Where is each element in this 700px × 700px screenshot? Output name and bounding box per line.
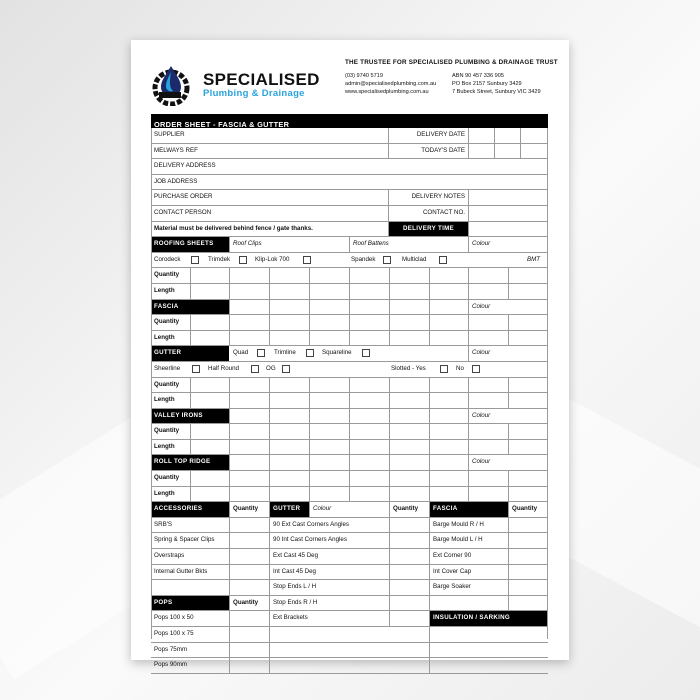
accessory-item[interactable] [151, 580, 229, 595]
length-cell[interactable] [190, 440, 229, 455]
qty-cell[interactable] [429, 471, 468, 486]
spandek-checkbox[interactable] [383, 256, 391, 264]
valley-length-label: Length [154, 442, 175, 450]
qty-cell[interactable] [429, 424, 468, 439]
length-cell[interactable] [229, 393, 269, 408]
accessories-gutter-colour: Colour [309, 502, 389, 517]
pops-row [151, 658, 548, 674]
order-form [151, 114, 548, 674]
pops-row [151, 627, 548, 643]
melways-field[interactable] [151, 144, 388, 159]
qty-cell[interactable] [389, 611, 429, 626]
qty-cell[interactable] [429, 378, 468, 393]
roofing-header-row [151, 237, 548, 253]
pops-row [151, 643, 548, 659]
delivery-date-year[interactable] [520, 128, 548, 143]
gutter-accessory-item: Ext Cast 45 Deg [269, 549, 389, 564]
qty-cell[interactable] [309, 378, 349, 393]
qty-cell[interactable] [269, 471, 309, 486]
length-cell[interactable] [468, 284, 508, 299]
qty-cell[interactable] [229, 533, 269, 548]
qty-cell[interactable] [349, 378, 389, 393]
pops-header-row [151, 596, 548, 612]
gutter-quantity-row [151, 378, 548, 394]
todays-date-day[interactable] [468, 144, 494, 159]
bmt-label: BMT [527, 255, 541, 263]
fascia-cell[interactable] [269, 300, 309, 315]
fascia-blank-cell[interactable] [429, 596, 508, 611]
qty-cell[interactable] [349, 268, 389, 283]
valley-cell[interactable] [269, 409, 309, 424]
todays-date-month[interactable] [494, 144, 520, 159]
length-cell[interactable] [269, 393, 309, 408]
qty-cell[interactable] [429, 268, 468, 283]
valley-quantity-label: Quantity [154, 427, 180, 435]
qty-cell[interactable] [309, 471, 349, 486]
gutter-accessory-item: Ext Brackets [269, 611, 389, 626]
qty-cell[interactable] [508, 315, 548, 330]
blank-cell[interactable] [269, 643, 429, 658]
delivery-time-field[interactable] [468, 222, 548, 237]
qty-cell[interactable] [190, 378, 229, 393]
og-label: OG [266, 364, 276, 372]
purchase-order-row [151, 190, 548, 206]
water-drop-logo-icon [149, 62, 199, 106]
ridge-header-row [151, 455, 548, 471]
qty-cell[interactable] [229, 565, 269, 580]
length-cell[interactable] [429, 393, 468, 408]
qty-cell[interactable] [508, 518, 548, 533]
contact-person-label: CONTACT PERSON [154, 208, 212, 216]
roofing-quantity-label: Quantity [154, 271, 180, 279]
pops-item: Pops 100 x 50 [154, 614, 194, 622]
length-cell[interactable] [269, 440, 309, 455]
fascia-accessory-item: Barge Mould L / H [429, 533, 508, 548]
accessory-row [151, 533, 548, 549]
valley-cell[interactable] [229, 409, 269, 424]
fascia-cell[interactable] [349, 300, 389, 315]
roofing-colour-label: Colour [468, 237, 548, 252]
length-cell[interactable] [468, 393, 508, 408]
gutter-accessory-item: Stop Ends R / H [269, 596, 389, 611]
qty-cell[interactable] [508, 549, 548, 564]
qty-cell[interactable] [468, 378, 508, 393]
roofing-length-label: Length [154, 286, 175, 294]
qty-cell[interactable] [389, 315, 429, 330]
qty-cell[interactable] [508, 378, 548, 393]
qty-cell[interactable] [468, 471, 508, 486]
gutter-length-label: Length [154, 396, 175, 404]
phone: (03) 9740 5719 [345, 73, 383, 79]
fascia-accessory-item: Barge Mould R / H [429, 518, 508, 533]
fascia-length-row [151, 331, 548, 347]
slotted-no-checkbox[interactable] [472, 365, 480, 373]
fascia-colour-label: Colour [468, 300, 548, 315]
brand-subtitle: Plumbing & Drainage [203, 88, 305, 99]
length-cell[interactable] [349, 393, 389, 408]
order-sheet [131, 40, 569, 669]
gutter-type-row [151, 362, 548, 378]
form-title-bar [151, 114, 548, 128]
roofing-length-row [151, 284, 548, 300]
slotted-no-label: No [456, 364, 464, 372]
gutter-acc-quantity-label: Quantity [389, 502, 429, 517]
valley-cell[interactable] [349, 409, 389, 424]
length-cell[interactable] [309, 487, 349, 502]
qty-cell[interactable] [508, 596, 548, 611]
gutter-header: GUTTER [151, 346, 229, 361]
qty-cell[interactable] [309, 424, 349, 439]
accessory-row [151, 580, 548, 596]
length-cell[interactable] [349, 284, 389, 299]
qty-cell[interactable] [190, 268, 229, 283]
valley-irons-header: VALLEY IRONS [151, 409, 229, 424]
length-cell[interactable] [429, 487, 468, 502]
purchase-order-label: PURCHASE ORDER [154, 193, 213, 201]
pops-quantity-label: Quantity [229, 596, 269, 611]
corodeck-label: Corodeck [154, 255, 181, 263]
qty-cell[interactable] [389, 565, 429, 580]
squareline-label: Squareline [322, 349, 352, 357]
length-cell[interactable] [190, 393, 229, 408]
accessory-row [151, 549, 548, 565]
length-cell[interactable] [309, 331, 349, 346]
qty-cell[interactable] [508, 471, 548, 486]
trimline-checkbox[interactable] [306, 349, 314, 357]
gutter-accessory-item: Int Cast 45 Deg [269, 565, 389, 580]
length-cell[interactable] [229, 331, 269, 346]
qty-cell[interactable] [468, 424, 508, 439]
blank-cell[interactable] [269, 658, 429, 673]
length-cell[interactable] [309, 284, 349, 299]
qty-cell[interactable] [349, 471, 389, 486]
job-address-label: JOB ADDRESS [154, 177, 198, 185]
qty-cell[interactable] [229, 518, 269, 533]
accessory-item: Overstraps [154, 552, 185, 560]
company-logo [149, 56, 329, 102]
length-cell[interactable] [269, 331, 309, 346]
material-note: Material must be delivered behind fence / gate thanks. [154, 224, 313, 232]
po-box: PO Box 2157 Sunbury 3429 [452, 81, 522, 87]
qty-cell[interactable] [389, 533, 429, 548]
fascia-cell[interactable] [429, 300, 468, 315]
half-round-checkbox[interactable] [251, 365, 259, 373]
contact-left [345, 72, 436, 96]
fascia-cell[interactable] [309, 300, 349, 315]
fascia-acc-quantity-label: Quantity [508, 502, 548, 517]
qty-cell[interactable] [229, 471, 269, 486]
gutter-quantity-label: Quantity [154, 380, 180, 388]
fascia-accessory-item: Barge Soaker [429, 580, 508, 595]
gutter-accessory-item: Stop Ends L / H [269, 580, 389, 595]
length-cell[interactable] [389, 284, 429, 299]
qty-cell[interactable] [389, 378, 429, 393]
qty-cell[interactable] [269, 268, 309, 283]
squareline-checkbox[interactable] [362, 349, 370, 357]
accessories-fascia-header: FASCIA [429, 502, 508, 517]
delivery-notes-field[interactable] [468, 190, 548, 205]
trimline-label: Trimline [274, 349, 296, 357]
length-cell[interactable] [429, 440, 468, 455]
ridge-cell[interactable] [309, 455, 349, 470]
length-cell[interactable] [190, 331, 229, 346]
quad-label: Quad [233, 349, 249, 357]
gutter-colour-label: Colour [468, 346, 548, 361]
supplier-row [151, 128, 548, 144]
qty-cell[interactable] [389, 549, 429, 564]
ridge-length-row [151, 487, 548, 503]
qty-cell[interactable] [468, 315, 508, 330]
roofing-quantity-row [151, 268, 548, 284]
valley-cell[interactable] [429, 409, 468, 424]
length-cell[interactable] [508, 284, 548, 299]
length-cell[interactable] [468, 487, 508, 502]
qty-cell[interactable] [349, 424, 389, 439]
length-cell[interactable] [269, 487, 309, 502]
ridge-cell[interactable] [389, 455, 429, 470]
supplier-label: SUPPLIER [154, 131, 185, 138]
accessory-item: Spring & Spacer Clips [154, 536, 215, 544]
trust-name: THE TRUSTEE FOR SPECIALISED PLUMBING & DRAINAGE TRUST [345, 59, 558, 66]
trimdek-label: Trimdek [208, 255, 231, 263]
ridge-length-label: Length [154, 489, 175, 497]
half-round-label: Half Round [208, 364, 239, 372]
qty-cell[interactable] [229, 268, 269, 283]
fascia-accessory-item: Ext Corner 90 [429, 549, 508, 564]
qty-cell[interactable] [229, 611, 269, 626]
valley-length-row [151, 440, 548, 456]
og-checkbox[interactable] [282, 365, 290, 373]
length-cell[interactable] [508, 393, 548, 408]
qty-cell[interactable] [229, 627, 269, 642]
todays-date-year[interactable] [520, 144, 548, 159]
melways-label: MELWAYS REF [154, 146, 198, 154]
roofing-sheets-header: ROOFING SHEETS [151, 237, 229, 252]
delivery-time-label: DELIVERY TIME [388, 222, 468, 237]
roof-battens-label: Roof Battens [349, 237, 468, 252]
pops-header: POPS [151, 596, 229, 611]
pops-item: Pops 100 x 75 [154, 630, 194, 637]
length-cell[interactable] [190, 487, 229, 502]
website: www.specialisedplumbing.com.au [345, 89, 429, 95]
accessory-item: SRB'S [154, 520, 173, 528]
accessories-gutter-header: GUTTER [269, 502, 309, 517]
qty-cell[interactable] [229, 424, 269, 439]
delivery-address-row[interactable] [151, 159, 548, 175]
length-cell[interactable] [309, 393, 349, 408]
length-cell[interactable] [429, 331, 468, 346]
length-cell[interactable] [389, 331, 429, 346]
qty-cell[interactable] [389, 580, 429, 595]
valley-header-row [151, 409, 548, 425]
pops-item: Pops 75mm [154, 645, 188, 653]
length-cell[interactable] [190, 284, 229, 299]
contact-person-row [151, 206, 548, 222]
valley-cell[interactable] [309, 409, 349, 424]
delivery-address-label: DELIVERY ADDRESS [154, 162, 216, 170]
trimdek-checkbox[interactable] [239, 256, 247, 264]
qty-cell[interactable] [309, 268, 349, 283]
insulation-cell[interactable] [429, 658, 548, 673]
pops-row [151, 611, 548, 627]
insulation-header: INSULATION / SARKING [429, 611, 548, 626]
qty-cell[interactable] [229, 378, 269, 393]
abn: ABN 90 457 336 905 [452, 73, 504, 79]
qty-cell[interactable] [190, 471, 229, 486]
form-title: ORDER SHEET - FASCIA & GUTTER [154, 120, 290, 129]
job-address-row[interactable] [151, 175, 548, 191]
melways-row [151, 144, 548, 160]
street-address: 7 Bubeck Street, Sunbury VIC 3429 [452, 89, 541, 95]
accessory-row [151, 565, 548, 581]
qty-cell[interactable] [229, 549, 269, 564]
pops-item: Pops 90mm [154, 661, 188, 669]
blank-cell[interactable] [269, 627, 429, 642]
delivery-date-label: DELIVERY DATE [388, 128, 468, 143]
gutter-accessory-item: 90 Int Cast Corners Angles [269, 533, 389, 548]
qty-cell[interactable] [389, 268, 429, 283]
length-cell[interactable] [269, 284, 309, 299]
qty-cell[interactable] [389, 518, 429, 533]
qty-cell[interactable] [269, 378, 309, 393]
delivery-date-day[interactable] [468, 128, 494, 143]
accessory-row [151, 518, 548, 534]
valley-quantity-row [151, 424, 548, 440]
qty-cell[interactable] [389, 596, 429, 611]
qty-cell[interactable] [389, 424, 429, 439]
qty-cell[interactable] [190, 424, 229, 439]
fascia-accessory-item: Int Cover Cap [429, 565, 508, 580]
length-cell[interactable] [508, 440, 548, 455]
qty-cell[interactable] [229, 643, 269, 658]
multiclad-label: Multiclad [402, 255, 427, 263]
fascia-header: FASCIA [151, 300, 229, 315]
length-cell[interactable] [229, 487, 269, 502]
insulation-cell[interactable] [429, 643, 548, 658]
contact-no-label: CONTACT NO. [388, 206, 468, 221]
fascia-quantity-label: Quantity [154, 318, 180, 326]
length-cell[interactable] [389, 487, 429, 502]
supplier-field[interactable] [151, 128, 388, 143]
qty-cell[interactable] [429, 315, 468, 330]
qty-cell[interactable] [229, 315, 269, 330]
fascia-header-row [151, 300, 548, 316]
qty-cell[interactable] [508, 580, 548, 595]
slotted-yes-checkbox[interactable] [440, 365, 448, 373]
ridge-cell[interactable] [429, 455, 468, 470]
valley-colour-label: Colour [468, 409, 548, 424]
qty-cell[interactable] [468, 268, 508, 283]
fascia-cell[interactable] [389, 300, 429, 315]
contact-right [452, 72, 541, 96]
kliplok-label: Klip-Lok 700 [255, 255, 290, 263]
roll-top-ridge-header: ROLL TOP RIDGE [151, 455, 229, 470]
sheerline-label: Sheerline [154, 364, 181, 372]
contact-person-field[interactable] [151, 206, 388, 221]
qty-cell[interactable] [229, 658, 269, 673]
delivery-notes-label: DELIVERY NOTES [388, 190, 468, 205]
corodeck-checkbox[interactable] [191, 256, 199, 264]
gutter-header-row [151, 346, 548, 362]
length-cell[interactable] [389, 440, 429, 455]
length-cell[interactable] [508, 487, 548, 502]
todays-date-label: TODAY'S DATE [388, 144, 468, 159]
qty-cell[interactable] [508, 268, 548, 283]
length-cell[interactable] [468, 440, 508, 455]
accessories-header-row [151, 502, 548, 518]
accessory-item: Internal Gutter Bkts [154, 567, 208, 575]
length-cell[interactable] [508, 331, 548, 346]
qty-cell[interactable] [389, 471, 429, 486]
multiclad-checkbox[interactable] [439, 256, 447, 264]
valley-cell[interactable] [389, 409, 429, 424]
delivery-date-month[interactable] [494, 128, 520, 143]
ridge-cell[interactable] [229, 455, 269, 470]
insulation-cell[interactable] [429, 627, 548, 642]
qty-cell[interactable] [309, 315, 349, 330]
length-cell[interactable] [389, 393, 429, 408]
length-cell[interactable] [468, 331, 508, 346]
length-cell[interactable] [229, 284, 269, 299]
accessories-header: ACCESSORIES [151, 502, 229, 517]
qty-cell[interactable] [229, 580, 269, 595]
qty-cell[interactable] [349, 315, 389, 330]
accessories-quantity-label: Quantity [229, 502, 269, 517]
spandek-label: Spandek [351, 255, 376, 263]
email: admin@specialisedplumbing.com.au [345, 81, 437, 87]
gutter-accessory-item: 90 Ext Cast Corners Angles [269, 518, 389, 533]
sheerline-checkbox[interactable] [192, 365, 200, 373]
ridge-cell[interactable] [269, 455, 309, 470]
length-cell[interactable] [309, 440, 349, 455]
qty-cell[interactable] [269, 424, 309, 439]
length-cell[interactable] [429, 284, 468, 299]
qty-cell[interactable] [508, 533, 548, 548]
fascia-cell[interactable] [229, 300, 269, 315]
qty-cell[interactable] [269, 315, 309, 330]
purchase-order-field[interactable] [151, 190, 388, 205]
length-cell[interactable] [349, 331, 389, 346]
roofing-type-row [151, 253, 548, 269]
roof-clips-label: Roof Clips [229, 237, 349, 252]
length-cell[interactable] [349, 487, 389, 502]
length-cell[interactable] [349, 440, 389, 455]
qty-cell[interactable] [190, 315, 229, 330]
length-cell[interactable] [229, 440, 269, 455]
ridge-quantity-row [151, 471, 548, 487]
quad-checkbox[interactable] [257, 349, 265, 357]
material-note-row [151, 222, 548, 238]
qty-cell[interactable] [508, 565, 548, 580]
gutter-length-row [151, 393, 548, 409]
qty-cell[interactable] [508, 424, 548, 439]
brand-name: SPECIALISED [203, 70, 320, 89]
fascia-quantity-row [151, 315, 548, 331]
slotted-yes-label: Slotted - Yes [391, 364, 426, 372]
contact-no-field[interactable] [468, 206, 548, 221]
kliplok-checkbox[interactable] [303, 256, 311, 264]
ridge-cell[interactable] [349, 455, 389, 470]
ridge-colour-label: Colour [468, 455, 548, 470]
ridge-quantity-label: Quantity [154, 474, 180, 482]
fascia-length-label: Length [154, 333, 175, 341]
